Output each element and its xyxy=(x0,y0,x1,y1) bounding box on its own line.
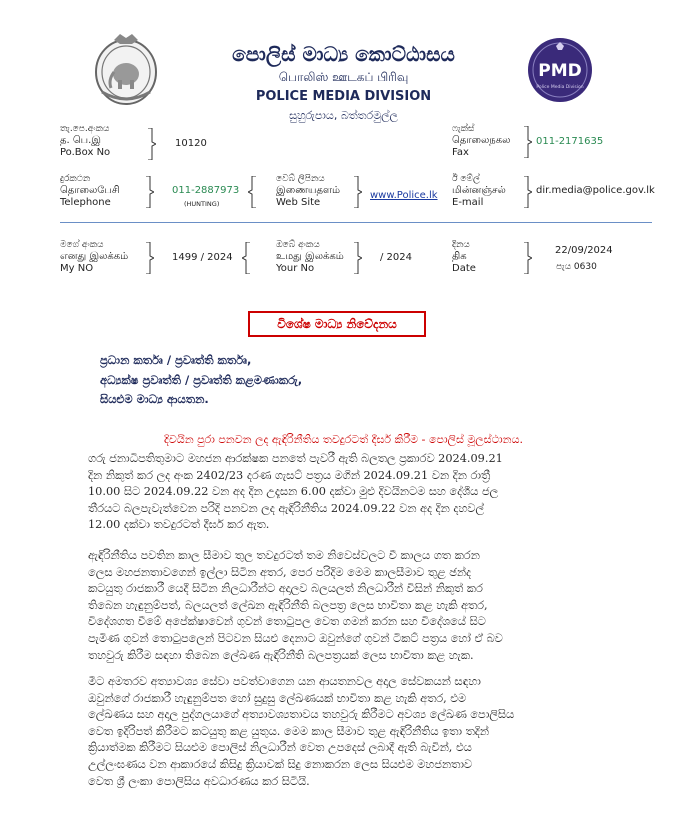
website-label: වෙබ් ලිපිනය இணையதளம் Web Site xyxy=(276,174,341,208)
paragraph-line: දින නිකුත් කර ලද අංක 2402/23 දරණ ගැසට් පත්‍රය මගින් 2024.09.21 වන දින රාත්‍රී xyxy=(88,468,491,482)
website-bracket xyxy=(354,176,362,208)
my-no-bracket-right xyxy=(242,242,250,274)
telephone-value: 011-2887973 xyxy=(172,185,240,196)
header-location: සුහුරුපාය, බත්තරමුල්ල xyxy=(289,109,398,122)
paragraph-2 xyxy=(88,548,604,664)
fax-value: 011-2171635 xyxy=(536,136,604,147)
paragraph-line: 12.00 දක්වා තවදුරටත් දීර්ඝ කර ඇත. xyxy=(88,518,270,532)
my-no-bracket xyxy=(146,242,154,274)
paragraph-line: විදේශගත වීමේ අපේක්ෂාවෙන් ගුවන් තොටුපල වෙත ගමන් කරන සහ විදේශයේ සිට xyxy=(88,615,486,629)
paragraph-3 xyxy=(88,674,604,790)
paragraph-line: ලෙස මහජනතාවගෙන් ඉල්ලා සිටින අතර, පෙර පරිදිම මෙම කාලසීමාව තුළ ඡන්ද xyxy=(88,565,472,579)
fax-label: ෆැක්ස් தொலைநகல Fax xyxy=(452,124,511,158)
my-no-value: 1499 / 2024 xyxy=(172,252,233,263)
paragraph-line: ගරු ජනාධිපතිතුමාට මහජන ආරක්ෂක පනතේ පැවරී ඇති බලතල ප්‍රකාරව 2024.09.21 xyxy=(88,452,503,465)
email-value: dir.media@police.gov.lk xyxy=(536,185,655,196)
addressee-1: ප්‍රධාන කර්තෘ / ප්‍රවෘත්ති කර්තෘ, xyxy=(100,353,252,367)
telephone-bracket xyxy=(146,176,154,208)
notice-subject: දිවයින පුරා පනවන ලද ඇඳිරිනීතිය තවදුරටත් දීර්ඝ කිරීම - පොලිස් මූලස්ථානය. xyxy=(164,433,523,446)
telephone-label: දුරකථන தொலைபேசி Telephone xyxy=(60,174,120,208)
email-bracket xyxy=(524,176,532,208)
pobox-value: 10120 xyxy=(175,138,207,149)
date-bracket xyxy=(524,242,532,274)
my-no-label: මගේ අංකය எனது இலக்கம் My NO xyxy=(60,240,129,274)
paragraph-line: කටයුතු රාජකාරී යෙදී සිටින නිලධාරීන්ට අදාලව බලයලත් නිලධාරීන් විසින් නිකුත් කර xyxy=(88,582,483,596)
header-separator xyxy=(60,222,652,223)
paragraph-line: ක්‍රියාත්මක කිරීමට සියළුම පොලිස් නිලධාරීන් වෙත උපදෙස් ලබාදී ඇති බැවින්, එය xyxy=(88,741,472,755)
addressee-3: සියළුම මාධ්‍ය ආයතන. xyxy=(100,392,209,406)
paragraph-line: 10.00 සිට 2024.09.22 වන අද දින උදෑසන 6.00 දක්වා මුළු දිවයිනටම සහ දේශීය ජල xyxy=(88,485,499,499)
date-value: 22/09/2024 xyxy=(555,245,613,256)
paragraph-1 xyxy=(88,451,604,534)
paragraph-line: ඇඳිරිනීතිය පවතින කාල සීමාව තුල තවදුරටත් තම නිවෙස්වලට වී කාලය ගත කරන xyxy=(88,549,480,562)
your-no-label: ඔබේ අංකය உமது இலக்கம் Your No xyxy=(276,240,344,274)
paragraph-line: වෙත ශ්‍රී ලංකා පොලිසිය අවධාරණය කර සිටියි. xyxy=(88,774,310,788)
header-title-tamil: பொலிஸ் ஊடகப் பிரிவு xyxy=(278,70,409,84)
paragraph-line: මීට අමතරව අත්‍යාවශ්‍ය සේවා පවත්වාගෙන යන ආයතනවල අදාල සේවකයන් සඳහා xyxy=(88,675,481,688)
paragraph-line: වෙත ඉදිරිපත් කිරීමට කටයුතු කළ යුතුය. මෙම කාල සීමාව තුළ ඇඳිරිනීතිය ඉතා තදින් xyxy=(88,724,489,738)
paragraph-line: තිබෙන හැඳුනුම්පත්, බලයලත් ලේඛන ඇඳිරිනීති බලපත්‍ර ලෙස භාවිතා කළ හැකි අතර, xyxy=(88,598,488,612)
telephone-bracket-right xyxy=(248,176,256,208)
pobox-bracket xyxy=(148,128,156,160)
paragraph-line: පැමිණ ගුවන් තොටුපලෙන් පිටවන සියළු දෙනාට ඔවුන්ගේ ගුවන් ටිකට් පත්‍රය හෝ ඒ බව xyxy=(88,631,503,645)
pmd-logo-text: PMD xyxy=(538,61,582,81)
header-title-english: POLICE MEDIA DIVISION xyxy=(255,89,432,104)
paragraph-line: උල්ලංඝණය වන ආකාරයේ කිසිදු ක්‍රියාවක් සිදු නොකරන ලෙස සියළුම මහජනතාව xyxy=(88,757,473,771)
paragraph-line: තහවුරු කිරීම සඳහා තිබෙන ලේඛණ ඇඳිරිනීති බලපත්‍රයක් ලෙස භාවිතා කළ හැක. xyxy=(88,648,474,662)
email-label: ඊ මේල් மின்னஞ்சல் E-mail xyxy=(452,174,506,208)
paragraph-line: ඔවුන්ගේ රාජකාරී හැඳුනුම්පත හෝ සුදුසු ලේඛණයක් භාවිතා කළ හැකි අතර, එම xyxy=(88,691,467,705)
paragraph-line: ලේඛණය සහ අදාල පුද්ගලයාගේ අත්‍යාවශ්‍යතාවය තහවුරු කිරීමට අවශ්‍ය ලේඛණ පොලිසිය xyxy=(88,708,515,722)
addressee-2: අධ්‍යක්ෂ ප්‍රවෘත්ති / ප්‍රවෘත්ති කළමණාකරු, xyxy=(100,373,303,387)
telephone-note: (HUNTING) xyxy=(184,200,220,208)
date-label: දිනය திக Date xyxy=(452,240,476,274)
your-no-value: / 2024 xyxy=(380,252,412,263)
pmd-logo-ring-text: Police Media Division xyxy=(536,85,584,90)
notice-title: විශේෂ මාධ්‍ය නිවේදනය xyxy=(248,311,426,337)
fax-bracket xyxy=(524,126,532,158)
paragraph-line: තීරයට බලපැවැත්වෙන පරිදි පනවන ලද ඇඳිරිනීතිය 2024.09.22 වන අද දින දහවල් xyxy=(88,501,484,515)
date-time: පැය 0630 xyxy=(556,262,597,272)
header-title-sinhala: පොලිස් මාධ්‍ය කොට්ඨාසය xyxy=(232,42,455,66)
pobox-label: තැ.පෙ.අංකය த. பெ.இ Po.Box No xyxy=(60,124,111,158)
website-link[interactable]: www.Police.lk xyxy=(370,190,438,201)
your-no-bracket xyxy=(354,242,362,274)
